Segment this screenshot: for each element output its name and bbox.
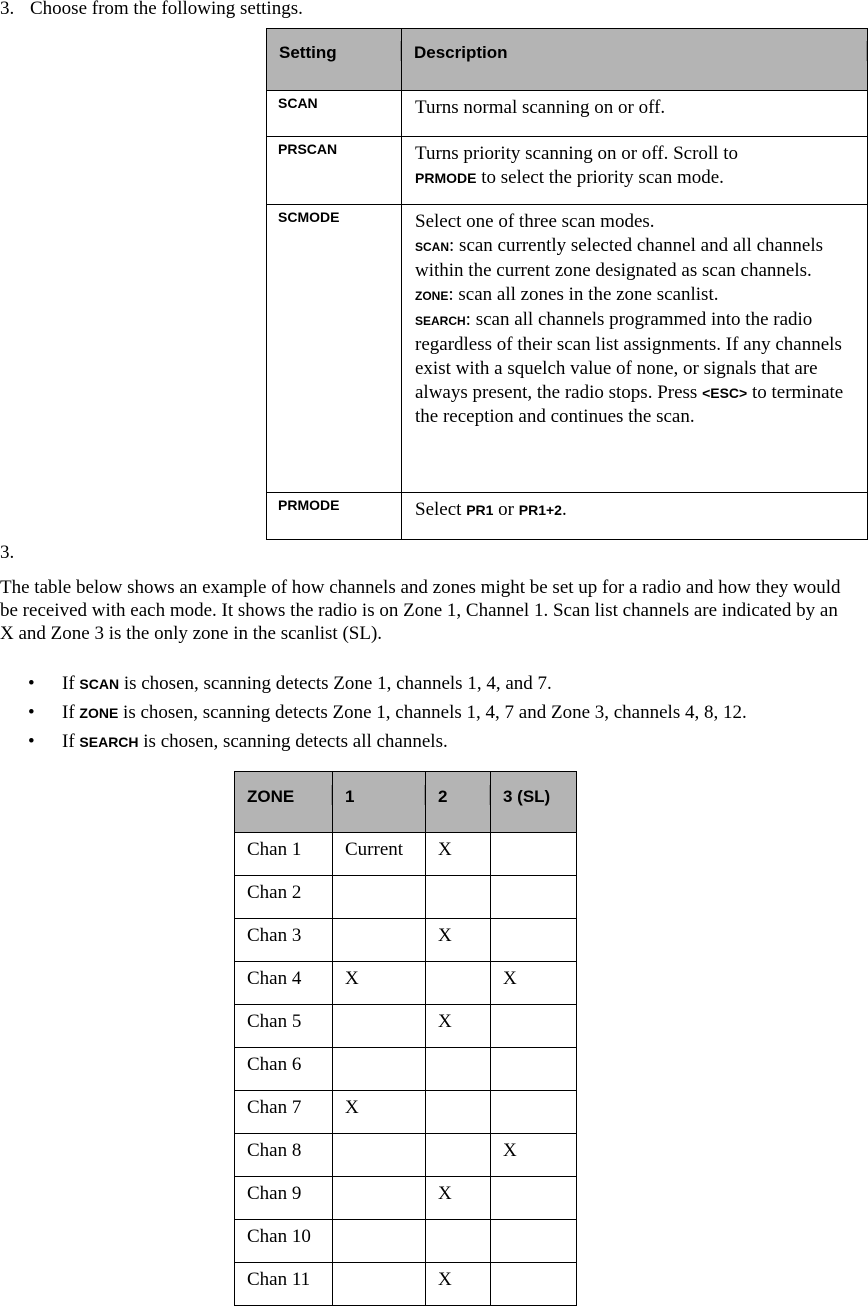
table-cell: Chan 10	[235, 1220, 333, 1263]
table-cell	[333, 1048, 426, 1091]
table-cell: X	[333, 962, 426, 1005]
zone-header-row	[235, 772, 577, 833]
table-cell: Chan 6	[235, 1048, 333, 1091]
table-row	[235, 1220, 577, 1263]
header-zone-3: 3 (SL)	[491, 772, 577, 833]
table-cell: Chan 7	[235, 1091, 333, 1134]
table-row	[235, 1091, 577, 1134]
table-cell: Chan 3	[235, 919, 333, 962]
settings-table	[266, 28, 868, 540]
table-cell: X	[491, 1134, 577, 1177]
keyword: SEARCH	[415, 314, 466, 328]
table-cell: X	[333, 1091, 426, 1134]
table-cell	[333, 876, 426, 919]
bullet-icon: •	[28, 673, 35, 694]
step-number-repeat: 3.	[0, 542, 15, 563]
keyword: PR1+2	[518, 502, 562, 518]
bullet-icon: •	[28, 731, 35, 752]
keyword: SCAN	[79, 676, 120, 692]
setting-description: Select one of three scan modes. SCAN: scan currently selected channel and all channels within the current zone designated as scan channels. ZONE: scan all zones in the zone scanlist. SEARCH: scan all channels programmed into the radio regardless of their scan list assignments. If any channels exist with a squelch value of none, or signals that are always present, the radio stops. Press <ESC> to terminate the reception and continues the scan.	[402, 205, 868, 493]
keyword: PRMODE	[415, 170, 477, 186]
table-cell	[333, 1220, 426, 1263]
table-cell	[491, 1177, 577, 1220]
keyword: SEARCH	[79, 734, 139, 750]
setting-description: Select PR1 or PR1+2.	[402, 493, 868, 540]
list-item: • If SCAN is chosen, scanning detects Zone 1, channels 1, 4, and 7.	[28, 673, 552, 694]
bullet-icon: •	[28, 702, 35, 723]
settings-header-row	[267, 29, 868, 91]
table-cell	[491, 1091, 577, 1134]
setting-name: SCAN	[267, 91, 402, 137]
setting-name: PRMODE	[267, 493, 402, 540]
table-cell	[491, 1220, 577, 1263]
table-cell	[426, 1091, 491, 1134]
table-row	[235, 1048, 577, 1091]
table-cell: X	[426, 919, 491, 962]
table-row	[235, 876, 577, 919]
keyword: SCAN	[415, 240, 450, 254]
table-cell: Current	[333, 833, 426, 876]
table-row	[235, 1005, 577, 1048]
setting-description: Turns normal scanning on or off.	[402, 91, 868, 137]
step-text: Choose from the following settings.	[30, 0, 303, 19]
keyword: <ESC>	[702, 385, 748, 401]
table-cell	[333, 1005, 426, 1048]
table-cell	[426, 1220, 491, 1263]
table-cell	[426, 1048, 491, 1091]
header-setting: Setting	[267, 29, 402, 91]
table-cell	[426, 876, 491, 919]
table-cell	[333, 919, 426, 962]
table-cell: X	[426, 833, 491, 876]
zone-table-body	[235, 833, 577, 1306]
table-cell	[491, 1048, 577, 1091]
list-item: • If ZONE is chosen, scanning detects Zone 1, channels 1, 4, 7 and Zone 3, channels 4, 8, 12.	[28, 702, 747, 723]
table-cell	[491, 919, 577, 962]
setting-name: SCMODE	[267, 205, 402, 493]
table-row	[235, 1134, 577, 1177]
settings-row-prmode	[267, 493, 868, 540]
table-row	[235, 1263, 577, 1306]
table-cell	[491, 1005, 577, 1048]
table-row	[235, 833, 577, 876]
header-zone-1: 1	[333, 772, 426, 833]
table-cell: X	[426, 1005, 491, 1048]
table-cell	[333, 1177, 426, 1220]
header-zone-2: 2	[426, 772, 491, 833]
keyword: ZONE	[79, 705, 119, 721]
table-cell	[491, 876, 577, 919]
keyword: PR1	[466, 502, 494, 518]
table-cell	[426, 1134, 491, 1177]
keyword: ZONE	[415, 289, 449, 303]
settings-row-scan	[267, 91, 868, 137]
settings-row-prscan	[267, 137, 868, 205]
setting-description: Turns priority scanning on or off. Scroll to PRMODE to select the priority scan mode.	[402, 137, 868, 205]
list-item: • If SEARCH is chosen, scanning detects all channels.	[28, 731, 448, 752]
table-cell: Chan 8	[235, 1134, 333, 1177]
table-cell: X	[426, 1177, 491, 1220]
table-cell: Chan 1	[235, 833, 333, 876]
table-cell	[333, 1263, 426, 1306]
table-cell	[426, 962, 491, 1005]
header-description: Description	[402, 29, 868, 91]
step-number: 3.	[0, 0, 15, 19]
table-cell: X	[491, 962, 577, 1005]
table-cell	[333, 1134, 426, 1177]
table-cell: Chan 9	[235, 1177, 333, 1220]
table-cell: X	[426, 1263, 491, 1306]
zone-table	[234, 771, 577, 1306]
header-zone: ZONE	[235, 772, 333, 833]
table-row	[235, 1177, 577, 1220]
table-cell: Chan 2	[235, 876, 333, 919]
table-cell: Chan 11	[235, 1263, 333, 1306]
step-heading	[0, 0, 303, 21]
table-cell: Chan 5	[235, 1005, 333, 1048]
explanation-paragraph: The table below shows an example of how channels and zones might be set up for a radio and how they would be received with each mode. It shows the radio is on Zone 1, Channel 1. Scan list channels are indicated by an X and Zone 3 is the only zone in the scanlist (SL).	[0, 577, 841, 644]
table-row	[235, 919, 577, 962]
table-cell	[491, 1263, 577, 1306]
setting-name: PRSCAN	[267, 137, 402, 205]
settings-row-scmode	[267, 205, 868, 493]
table-cell: Chan 4	[235, 962, 333, 1005]
table-cell	[491, 833, 577, 876]
bullet-list	[0, 672, 868, 759]
table-row	[235, 962, 577, 1005]
